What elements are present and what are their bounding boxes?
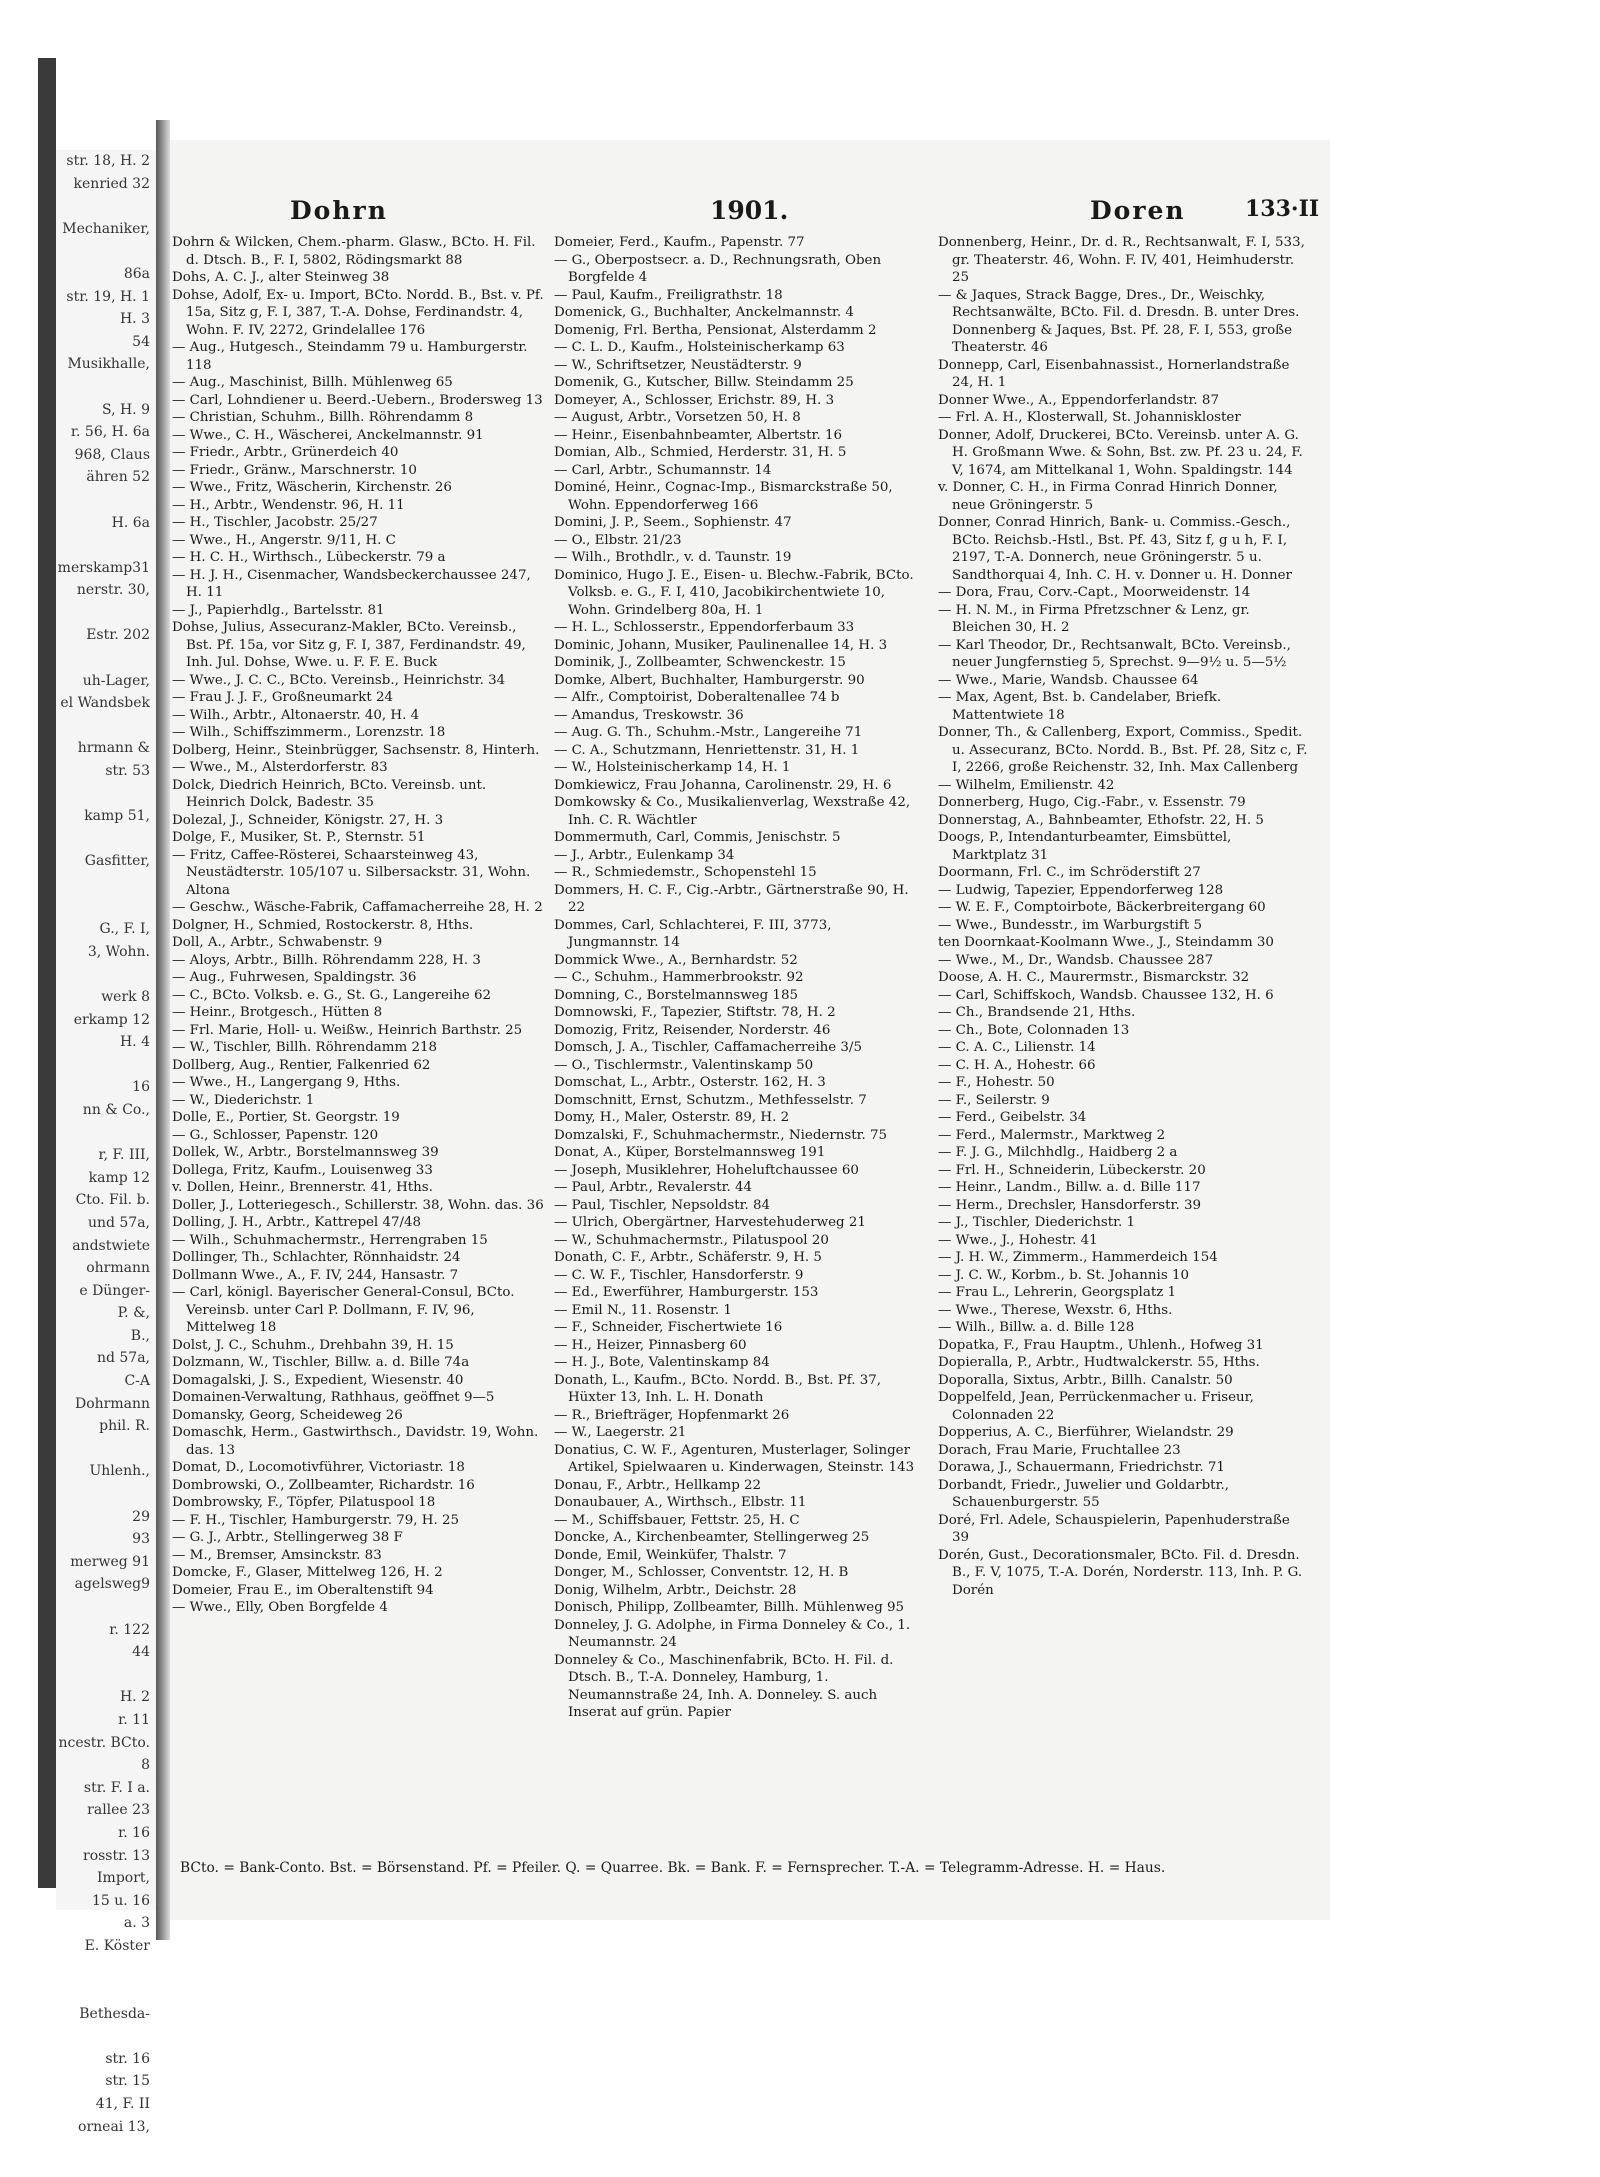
directory-entry: — C. L. D., Kaufm., Holsteinischerkamp 63	[554, 340, 845, 355]
directory-entry: Dorén, Gust., Decorationsmaler, BCto. Fil. d. Dresdn. B., F. V, 1075, T.-A. Dorén, Norderstr. 113, Inh. P. G. Dorén	[938, 1547, 1303, 1598]
directory-entry: Domeier, Ferd., Kaufm., Papenstr. 77	[554, 235, 805, 250]
directory-entry: — R., Briefträger, Hopfenmarkt 26	[554, 1407, 790, 1423]
header-year: 1901.	[710, 196, 789, 225]
directory-entry: Donnepp, Carl, Eisenbahnassist., Hornerlandstraße 24, H. 1	[938, 357, 1290, 390]
directory-entry: — Wwe., M., Dr., Wandsb. Chaussee 287	[938, 952, 1214, 968]
directory-entry: Domzalski, F., Schuhmachermstr., Niedernstr. 75	[554, 1127, 888, 1143]
directory-entry: — W., Schriftsetzer, Neustädterstr. 9	[554, 357, 802, 373]
directory-entry: — H. N. M., in Firma Pfretzschner & Lenz, gr. Bleichen 30, H. 2	[938, 602, 1250, 635]
left-page-text-fragment: werk 8	[101, 988, 150, 1005]
directory-entry: — Frl. H., Schneiderin, Lübeckerstr. 20	[938, 1162, 1206, 1178]
left-page-text-fragment: 29	[132, 1508, 150, 1525]
left-page-text-fragment: 968, Claus	[74, 446, 150, 463]
left-page-text-fragment: str. 15	[105, 2073, 150, 2090]
directory-entry: Doller, J., Lotteriegesch., Schillerstr. 38, Wohn. das. 36	[172, 1197, 544, 1213]
directory-entry: — O., Elbstr. 21/23	[554, 532, 682, 548]
directory-entry: — Karl Theodor, Dr., Rechtsanwalt, BCto. Vereinsb., neuer Jungfernstieg 5, Sprechst. 9—9½ u. 5—5½	[938, 637, 1291, 670]
directory-entry: — Aug., Maschinist, Billh. Mühlenweg 65	[172, 375, 453, 390]
left-page-text-fragment: 16	[132, 1079, 150, 1096]
directory-entry: Dollek, W., Arbtr., Borstelmannsweg 39	[172, 1145, 439, 1160]
directory-entry: Dombrowski, O., Zollbeamter, Richardstr. 16	[172, 1477, 475, 1493]
left-page-text-fragment: H. 3	[119, 311, 150, 328]
directory-entry: — Herm., Drechsler, Hansdorferstr. 39	[938, 1197, 1202, 1213]
directory-entry: Dorach, Frau Marie, Fruchtallee 23	[938, 1442, 1181, 1458]
directory-entry: Domaschk, Herm., Gastwirthsch., Davidstr. 19, Wohn. das. 13	[172, 1425, 539, 1458]
page-number: 133·II	[1245, 196, 1320, 222]
directory-entry: — G., Schlosser, Papenstr. 120	[172, 1127, 379, 1143]
directory-entry: Donger, M., Schlosser, Conventstr. 12, H. B	[554, 1565, 849, 1580]
directory-entry: Dollinger, Th., Schlachter, Rönnhaidstr. 24	[172, 1250, 461, 1265]
left-page-text-fragment: H. 4	[119, 1034, 150, 1051]
directory-entry: — Wilh., Brothdlr., v. d. Taunstr. 19	[554, 550, 792, 565]
entries-column-1	[172, 234, 544, 1617]
directory-entry: — Friedr., Gränw., Marschnerstr. 10	[172, 462, 417, 478]
directory-entry: — Wwe., J. C. C., BCto. Vereinsb., Heinrichstr. 34	[172, 672, 506, 688]
directory-entry: — Heinr., Landm., Billw. a. d. Bille 117	[938, 1180, 1201, 1195]
directory-entry: — C. A., Schutzmann, Henriettenstr. 31, H. 1	[554, 742, 860, 758]
directory-entry: Doporalla, Sixtus, Arbtr., Billh. Canalstr. 50	[938, 1372, 1233, 1388]
directory-entry: — Geschw., Wäsche-Fabrik, Caffamacherreihe 28, H. 2	[172, 900, 543, 915]
directory-entry: — Carl, königl. Bayerischer General-Consul, BCto. Vereinsb. unter Carl P. Dollmann, F. IV, 96, Mittelweg 18	[172, 1285, 515, 1335]
directory-entry: — J., Arbtr., Eulenkamp 34	[554, 847, 735, 863]
left-page-text-fragment: hrmann &	[77, 740, 150, 757]
directory-entry: Donneley & Co., Maschinenfabrik, BCto. H. Fil. d. Dtsch. B., T.-A. Donneley, Hamburg, 1. Neumannstraße 24, Inh. A. Donneley. S. auch Inserat auf grün. Papier	[554, 1652, 894, 1720]
directory-entry: — Dora, Frau, Corv.-Capt., Moorweidenstr. 14	[938, 585, 1251, 600]
left-page-text-fragment: nerstr. 30,	[76, 582, 150, 599]
directory-entry: — F. J. G., Milchhdlg., Haidberg 2 a	[938, 1145, 1178, 1160]
directory-entry: — Frau J. J. F., Großneumarkt 24	[172, 690, 394, 705]
left-page-text-fragment: ähren 52	[86, 469, 150, 486]
left-page-text-fragment	[56, 1980, 156, 2003]
directory-entry: Dolberg, Heinr., Steinbrügger, Sachsenstr. 8, Hinterh.	[172, 742, 540, 758]
directory-entry: Dominico, Hugo J. E., Eisen- u. Blechw.-Fabrik, BCto. Volksb. e. G., F. I, 410, Jacobikirchentwiete 10, Wohn. Grindelberg 80a, H. 1	[554, 567, 914, 618]
left-page-text-fragment: merskamp31	[57, 559, 150, 576]
directory-entry: Dolst, J. C., Schuhm., Drehbahn 39, H. 15	[172, 1337, 454, 1353]
directory-entry: — H. J. H., Cisenmacher, Wandsbeckerchaussee 247, H. 11	[172, 567, 531, 600]
directory-entry: Domenick, G., Buchhalter, Anckelmannstr. 4	[554, 305, 854, 320]
left-page-text-fragment: 41, F. II	[95, 2096, 150, 2113]
directory-entry: Dolling, J. H., Arbtr., Kattrepel 47/48	[172, 1215, 422, 1230]
directory-entry: — Frl. Marie, Holl- u. Weißw., Heinrich Barthstr. 25	[172, 1022, 523, 1038]
directory-entry: Dopieralla, P., Arbtr., Hudtwalckerstr. 55, Hths.	[938, 1355, 1260, 1370]
left-page-text-fragment: 15 u. 16	[92, 1892, 150, 1909]
directory-entry: — Ferd., Malermstr., Marktweg 2	[938, 1127, 1166, 1143]
directory-entry: Domagalski, J. S., Expedient, Wiesenstr. 40	[172, 1372, 464, 1388]
left-page-text-fragment: andstwiete	[72, 1237, 150, 1254]
directory-page	[170, 140, 1330, 1920]
left-page-text-fragment	[56, 376, 156, 399]
directory-entry: Domeyer, A., Schlosser, Erichstr. 89, H. 3	[554, 392, 835, 408]
directory-entry: — Frau L., Lehrerin, Georgsplatz 1	[938, 1285, 1177, 1300]
directory-entry: — Wwe., Marie, Wandsb. Chaussee 64	[938, 672, 1199, 688]
directory-entry: Dorbandt, Friedr., Juwelier und Goldarbtr., Schauenburgerstr. 55	[938, 1477, 1230, 1510]
directory-entry: Donnerberg, Hugo, Cig.-Fabr., v. Essenstr. 79	[938, 795, 1246, 810]
directory-entry: Donaubauer, A., Wirthsch., Elbstr. 11	[554, 1495, 807, 1510]
directory-entry: Dollberg, Aug., Rentier, Falkenried 62	[172, 1057, 431, 1073]
directory-entry: — Ulrich, Obergärtner, Harvestehuderweg 21	[554, 1215, 866, 1230]
left-page-text-fragment: H. 2	[119, 1689, 150, 1706]
directory-entry: — G. J., Arbtr., Stellingerweg 38 F	[172, 1530, 403, 1545]
left-page-text-fragment: Estr. 202	[86, 627, 150, 644]
directory-entry: — H. J., Bote, Valentinskamp 84	[554, 1355, 770, 1370]
directory-entry: — Aug., Fuhrwesen, Spaldingstr. 36	[172, 970, 417, 985]
directory-entry: — C., Schuhm., Hammerbrookstr. 92	[554, 970, 804, 985]
directory-entry: — Carl, Schiffskoch, Wandsb. Chaussee 132, H. 6	[938, 987, 1274, 1003]
left-page-text-fragment: 8	[141, 1757, 150, 1774]
directory-entry: Dolck, Diedrich Heinrich, BCto. Vereinsb. unt. Heinrich Dolck, Badestr. 35	[172, 777, 487, 810]
directory-entry: — M., Schiffsbauer, Fettstr. 25, H. C	[554, 1512, 800, 1528]
directory-entry: — Wwe., C. H., Wäscherei, Anckelmannstr. 91	[172, 427, 484, 443]
left-page-text-fragment: Gasfitter,	[84, 853, 150, 870]
left-page-text-fragment: str. 19, H. 1	[66, 288, 150, 305]
directory-entry: — August, Arbtr., Vorsetzen 50, H. 8	[554, 410, 801, 425]
left-page-text-fragment: H. 6a	[111, 514, 150, 531]
directory-entry: Dominé, Heinr., Cognac-Imp., Bismarckstraße 50, Wohn. Eppendorferweg 166	[554, 480, 893, 513]
directory-entry: Dommers, H. C. F., Cig.-Arbtr., Gärtnerstraße 90, H. 22	[554, 882, 909, 915]
left-page-text-fragment: S, H. 9	[101, 401, 150, 418]
directory-entry: — Joseph, Musiklehrer, Hoheluftchaussee 60	[554, 1162, 859, 1178]
directory-entry: Donner, Adolf, Druckerei, BCto. Vereinsb. unter A. G. H. Großmann Wwe. & Sohn, Bst. zw. Pf. 23 u. 24, F. V, 1674, am Mittelkanal 1, Wohn. Spaldingstr. 144	[938, 427, 1303, 478]
directory-entry: — C. H. A., Hohestr. 66	[938, 1057, 1096, 1073]
left-page-text-fragment	[56, 1958, 156, 1981]
directory-entry: Domke, Albert, Buchhalter, Hamburgerstr. 90	[554, 672, 865, 688]
left-page-text-fragment: el Wandsbek	[60, 695, 150, 712]
directory-entry: — M., Bremser, Amsinckstr. 83	[172, 1547, 382, 1563]
directory-entry: — Friedr., Arbtr., Grünerdeich 40	[172, 445, 399, 460]
directory-entry: Donat, A., Küper, Borstelmannsweg 191	[554, 1145, 826, 1160]
directory-entry: — Ch., Bote, Colonnaden 13	[938, 1022, 1130, 1038]
left-page-text-fragment	[56, 489, 156, 512]
left-page-text-fragment: str. F. I a.	[83, 1779, 150, 1796]
directory-entry: Dolezal, J., Schneider, Königstr. 27, H. 3	[172, 812, 444, 828]
left-page-text-fragment	[56, 1596, 156, 1619]
directory-entry: — G., Oberpostsecr. a. D., Rechnungsrath, Oben Borgfelde 4	[554, 252, 882, 285]
left-page-text-fragment	[56, 1438, 156, 1461]
directory-entry: Dommermuth, Carl, Commis, Jenischstr. 5	[554, 830, 841, 845]
directory-entry: — Amandus, Treskowstr. 36	[554, 707, 744, 723]
directory-entry: — W. E. F., Comptoirbote, Bäckerbreitergang 60	[938, 900, 1266, 915]
directory-entry: — H. C. H., Wirthsch., Lübeckerstr. 79 a	[172, 550, 446, 565]
left-page-text-fragment: Bethesda-	[79, 2005, 150, 2022]
directory-entry: — Paul, Tischler, Nepsoldstr. 84	[554, 1197, 771, 1213]
directory-entry: Doncke, A., Kirchenbeamter, Stellingerweg 25	[554, 1530, 870, 1545]
directory-entry: — Carl, Arbtr., Schumannstr. 14	[554, 462, 772, 478]
left-page-text-fragment	[56, 602, 156, 625]
directory-entry: — Wilh., Schiffszimmerm., Lorenzstr. 18	[172, 725, 446, 740]
left-page-text-fragment	[56, 195, 156, 218]
directory-entry: Dombrowsky, F., Töpfer, Pilatuspool 18	[172, 1495, 436, 1510]
directory-entry: — W., Tischler, Billh. Röhrendamm 218	[172, 1040, 438, 1055]
directory-entry: — Fritz, Caffee-Rösterei, Schaarsteinweg 43, Neustädterstr. 105/107 u. Silbersackstr. 31, Wohn. Altona	[172, 847, 531, 898]
directory-entry: — R., Schmiedemstr., Schopenstehl 15	[554, 865, 817, 880]
directory-entry: Dorawa, J., Schauermann, Friedrichstr. 71	[938, 1460, 1225, 1475]
directory-entry: Domnowski, F., Tapezier, Stiftstr. 78, H. 2	[554, 1005, 836, 1020]
directory-entry: — Emil N., 11. Rosenstr. 1	[554, 1302, 732, 1318]
directory-entry: — H., Tischler, Jacobstr. 25/27	[172, 515, 378, 530]
directory-entry: Domini, J. P., Seem., Sophienstr. 47	[554, 515, 792, 530]
directory-entry: — Ludwig, Tapezier, Eppendorferweg 128	[938, 882, 1224, 898]
directory-entry: — Wwe., H., Angerstr. 9/11, H. C	[172, 532, 396, 548]
directory-entry: Domkiewicz, Frau Johanna, Carolinenstr. 29, H. 6	[554, 777, 892, 793]
directory-entry: Domansky, Georg, Scheideweg 26	[172, 1407, 403, 1423]
directory-entry: Dolzmann, W., Tischler, Billw. a. d. Bille 74a	[172, 1355, 470, 1370]
left-page-text-fragment: P. &,	[117, 1305, 150, 1322]
left-page-text-fragment: Import,	[97, 1870, 150, 1887]
left-page-text-fragment	[56, 240, 156, 263]
directory-entry: Domcke, F., Glaser, Mittelweg 126, H. 2	[172, 1565, 443, 1580]
directory-entry: Doll, A., Arbtr., Schwabenstr. 9	[172, 935, 383, 950]
directory-entry: — Wilh., Schuhmachermstr., Herrengraben 15	[172, 1232, 488, 1248]
directory-entry: Donath, C. F., Arbtr., Schäferstr. 9, H. 5	[554, 1250, 822, 1265]
directory-entry: Doppelfeld, Jean, Perrückenmacher u. Friseur, Colonnaden 22	[938, 1390, 1254, 1423]
directory-entry: Domian, Alb., Schmied, Herderstr. 31, H. 5	[554, 445, 847, 460]
directory-entry: Dopperius, A. C., Bierführer, Wielandstr. 29	[938, 1425, 1234, 1440]
left-page-text-fragment: 3, Wohn.	[87, 943, 150, 960]
directory-entry: — W., Diederichstr. 1	[172, 1092, 315, 1108]
left-page-text-fragment: C-A	[124, 1373, 150, 1390]
directory-entry: — F., Seilerstr. 9	[938, 1092, 1050, 1108]
directory-entry: Dolge, F., Musiker, St. P., Sternstr. 51	[172, 830, 426, 845]
directory-entry: Domenig, Frl. Bertha, Pensionat, Alsterdamm 2	[554, 322, 877, 338]
left-page-text-fragment	[56, 828, 156, 851]
directory-entry: — & Jaques, Strack Bagge, Dres., Dr., Weischky, Rechtsanwälte, BCto. Fil. d. Dresdn. B. unter Dres. Donnenberg & Jaques, Bst. Pf. 28, F. I, 553, große Theaterstr. 46	[938, 287, 1300, 355]
left-page-text-fragment	[56, 873, 156, 896]
left-page-text-fragment	[56, 963, 156, 986]
left-page-text-fragment: Dohrmann	[74, 1395, 150, 1412]
directory-entry: Dohs, A. C. J., alter Steinweg 38	[172, 270, 390, 285]
left-page-text-fragment: str. 53	[105, 763, 150, 780]
left-page-text-fragment: r. 122	[109, 1621, 150, 1638]
directory-entry: — Ch., Brandsende 21, Hths.	[938, 1005, 1136, 1020]
left-page-text-fragment: erkamp 12	[73, 1011, 150, 1028]
entries-column-2	[554, 234, 926, 1722]
directory-entry: — J. C. W., Korbm., b. St. Johannis 10	[938, 1267, 1189, 1283]
directory-entry: Donath, L., Kaufm., BCto. Nordd. B., Bst. Pf. 37, Hüxter 13, Inh. L. H. Donath	[554, 1372, 882, 1405]
left-page-text-fragment	[56, 896, 156, 919]
left-page-text-fragment	[56, 647, 156, 670]
directory-entry: Donner, Conrad Hinrich, Bank- u. Commiss.-Gesch., BCto. Reichsb.-Hstl., Bst. Pf. 43, Sitz f, g u h, F. I, 2197, T.-A. Donnerch, neue Gröningerstr. 5 u. Sandthorquai 4, Inh. C. H. v. Donner u. H. Donner	[938, 515, 1292, 583]
directory-entry: — Ed., Ewerführer, Hamburgerstr. 153	[554, 1285, 819, 1300]
left-page-text-fragment: a. 3	[123, 1915, 150, 1932]
directory-entry: Dolle, E., Portier, St. Georgstr. 19	[172, 1110, 400, 1125]
directory-entry: Doogs, P., Intendanturbeamter, Eimsbüttel, Marktplatz 31	[938, 830, 1232, 863]
directory-entry: Donig, Wilhelm, Arbtr., Deichstr. 28	[554, 1582, 797, 1598]
directory-entry: — F. H., Tischler, Hamburgerstr. 79, H. 25	[172, 1512, 459, 1528]
directory-entry: Dohse, Adolf, Ex- u. Import, BCto. Nordd. B., Bst. v. Pf. 15a, Sitz g, F. I, 387, T.-A. Dohse, Ferdinandstr. 4, Wohn. F. IV, 2272, Grindelallee 176	[172, 287, 544, 338]
left-page-text-fragment: r. 16	[118, 1824, 150, 1841]
directory-entry: — W., Laegerstr. 21	[554, 1425, 687, 1440]
left-page-text-fragment: merweg 91	[70, 1553, 150, 1570]
left-page-text-fragment: G., F. I,	[99, 921, 150, 938]
directory-entry: Domning, C., Borstelmannsweg 185	[554, 987, 798, 1003]
left-page-text-fragment: rallee 23	[87, 1802, 150, 1819]
directory-entry: Domschnitt, Ernst, Schutzm., Methfesselstr. 7	[554, 1092, 867, 1108]
left-page-text-fragment: 93	[132, 1531, 150, 1548]
directory-entry: — Alfr., Comptoirist, Doberaltenallee 74 b	[554, 690, 840, 705]
left-page-text-fragment: rosstr. 13	[83, 1847, 150, 1864]
header-left-keyword: Dohrn	[290, 196, 388, 225]
entries-column-3	[938, 234, 1310, 1599]
left-page-text-fragment: uh-Lager,	[82, 672, 150, 689]
left-page-text-fragment: kamp 51,	[84, 808, 150, 825]
directory-entry: Donnerstag, A., Bahnbeamter, Ethofstr. 22, H. 5	[938, 812, 1264, 828]
directory-entry: — F., Hohestr. 50	[938, 1075, 1055, 1090]
directory-entry: — Wwe., Fritz, Wäscherin, Kirchenstr. 26	[172, 480, 452, 495]
directory-entry: Dominik, J., Zollbeamter, Schwenckestr. 15	[554, 655, 846, 670]
left-page-text-fragment: 86a	[123, 265, 150, 282]
directory-entry: v. Dollen, Heinr., Brennerstr. 41, Hths.	[172, 1180, 433, 1195]
directory-entry: — C., BCto. Volksb. e. G., St. G., Langereihe 62	[172, 987, 492, 1003]
directory-entry: — Aug., Hutgesch., Steindamm 79 u. Hamburgerstr. 118	[172, 340, 528, 373]
left-page-text-fragment: str. 18, H. 2	[66, 153, 150, 169]
left-page-text-fragment: Cto. Fil. b.	[75, 1192, 150, 1209]
left-page-text-fragment: ncestr. BCto.	[58, 1734, 150, 1751]
left-page-text-fragment: r. 11	[118, 1711, 150, 1728]
left-page-text-fragment: str. 16	[105, 2050, 150, 2067]
directory-entry: Dominic, Johann, Musiker, Paulinenallee 14, H. 3	[554, 637, 888, 653]
left-page-text-fragment: nd 57a,	[96, 1350, 150, 1367]
directory-entry: — Heinr., Brotgesch., Hütten 8	[172, 1005, 383, 1020]
directory-entry: — W., Schuhmachermstr., Pilatuspool 20	[554, 1232, 829, 1248]
left-page-text-fragment: und 57a,	[87, 1214, 150, 1231]
left-page-text-fragment	[56, 1483, 156, 1506]
directory-entry: ten Doornkaat-Koolmann Wwe., J., Steindamm 30	[938, 935, 1274, 950]
directory-entry: Doré, Frl. Adele, Schauspielerin, Papenhuderstraße 39	[938, 1512, 1290, 1545]
directory-entry: — H., Heizer, Pinnasberg 60	[554, 1337, 747, 1353]
directory-entry: — Frl. A. H., Klosterwall, St. Johanniskloster	[938, 410, 1241, 425]
left-page-text-fragment: kamp 12	[88, 1169, 150, 1186]
left-page-text-fragment	[56, 783, 156, 806]
directory-entry: Domschat, L., Arbtr., Osterstr. 162, H. 3	[554, 1075, 826, 1090]
directory-entry: Dollega, Fritz, Kaufm., Louisenweg 33	[172, 1162, 433, 1178]
left-page-text-fragment	[56, 1664, 156, 1687]
directory-entry: — Ferd., Geibelstr. 34	[938, 1110, 1087, 1125]
left-page-text-fragment	[56, 534, 156, 557]
left-page-text-fragment: Mechaniker,	[62, 220, 150, 237]
header-right-keyword: Doren	[1090, 196, 1186, 225]
directory-entry: — O., Tischlermstr., Valentinskamp 50	[554, 1057, 814, 1073]
directory-entry: Donau, F., Arbtr., Hellkamp 22	[554, 1477, 762, 1493]
directory-entry: — F., Schneider, Fischertwiete 16	[554, 1320, 783, 1335]
directory-entry: — Wwe., Therese, Wexstr. 6, Hths.	[938, 1302, 1173, 1318]
directory-entry: Domy, H., Maler, Osterstr. 89, H. 2	[554, 1110, 790, 1125]
directory-entry: — H., Arbtr., Wendenstr. 96, H. 11	[172, 497, 405, 513]
directory-entry: Donneley, J. G. Adolphe, in Firma Donneley & Co., 1. Neumannstr. 24	[554, 1617, 911, 1650]
abbreviation-legend: BCto. = Bank-Conto. Bst. = Börsenstand. Pf. = Pfeiler. Q. = Quarree. Bk. = Bank. F. = Fernsprecher. T.-A. = Telegramm-Adresse. H. = Haus.	[180, 1860, 1166, 1876]
directory-entry: Dolgner, H., Schmied, Rostockerstr. 8, Hths.	[172, 917, 474, 933]
directory-entry: Dollmann Wwe., A., F. IV, 244, Hansastr. 7	[172, 1267, 459, 1283]
directory-entry: — W., Holsteinischerkamp 14, H. 1	[554, 760, 791, 775]
book-gutter	[156, 120, 170, 1940]
left-page-text-fragment: phil. R.	[99, 1418, 150, 1435]
directory-entry: Dohrn & Wilcken, Chem.-pharm. Glasw., BCto. H. Fil. d. Dtsch. B., F. I, 5802, Rödingsmarkt 88	[172, 235, 536, 268]
directory-entry: — Heinr., Eisenbahnbeamter, Albertstr. 16	[554, 427, 843, 443]
directory-entry: — H. L., Schlosserstr., Eppendorferbaum 33	[554, 620, 855, 635]
directory-entry: Dopatka, F., Frau Hauptm., Uhlenh., Hofweg 31	[938, 1337, 1264, 1353]
scan-edge	[38, 58, 56, 1888]
directory-entry: — C. A. C., Lilienstr. 14	[938, 1040, 1096, 1055]
adjacent-page-fragment	[56, 150, 162, 2135]
directory-entry: Doormann, Frl. C., im Schröderstift 27	[938, 865, 1201, 880]
directory-entry: — Paul, Arbtr., Revalerstr. 44	[554, 1180, 753, 1195]
directory-entry: — Wwe., H., Langergang 9, Hths.	[172, 1075, 401, 1090]
directory-entry: Donnenberg, Heinr., Dr. d. R., Rechtsanwalt, F. I, 533, gr. Theaterstr. 46, Wohn. F. IV, 401, Heimhuderstr. 25	[938, 235, 1305, 285]
directory-entry: — Max, Agent, Bst. b. Candelaber, Briefk. Mattentwiete 18	[938, 690, 1222, 723]
directory-entry: — Wilh., Arbtr., Altonaerstr. 40, H. 4	[172, 707, 420, 723]
directory-entry: — J., Tischler, Diederichstr. 1	[938, 1215, 1136, 1230]
directory-entry: — J., Papierhdlg., Bartelsstr. 81	[172, 602, 385, 618]
directory-entry: — Paul, Kaufm., Freiligrathstr. 18	[554, 287, 783, 303]
left-page-text-fragment: ohrmann	[86, 1260, 150, 1277]
left-page-text-fragment: nn & Co.,	[82, 1101, 150, 1118]
left-page-text-fragment: r. 56, H. 6a	[70, 424, 150, 441]
directory-entry: — Aug. G. Th., Schuhm.-Mstr., Langereihe 71	[554, 725, 863, 740]
left-page-text-fragment: orneai 13,	[78, 2118, 150, 2135]
directory-entry: — Wilhelm, Emilienstr. 42	[938, 777, 1115, 793]
directory-entry: Donisch, Philipp, Zollbeamter, Billh. Mühlenweg 95	[554, 1600, 905, 1615]
directory-entry: Domkowsky & Co., Musikalienverlag, Wexstraße 42, Inh. C. R. Wächtler	[554, 795, 911, 828]
left-page-text-fragment: E. Köster	[84, 1937, 150, 1954]
left-page-text-fragment: 54	[132, 333, 150, 350]
left-page-text-fragment: Musikhalle,	[67, 356, 150, 373]
directory-entry: Doose, A. H. C., Maurermstr., Bismarckstr. 32	[938, 970, 1250, 985]
page-header	[170, 196, 1330, 236]
left-page-text-fragment: Uhlenh.,	[89, 1463, 150, 1480]
left-page-text-fragment: B.,	[130, 1327, 150, 1344]
left-page-text-fragment	[56, 715, 156, 738]
directory-entry: — Wwe., M., Alsterdorferstr. 83	[172, 760, 388, 775]
directory-entry: Domat, D., Locomotivführer, Victoriastr. 18	[172, 1460, 465, 1475]
directory-entry: — Wwe., Elly, Oben Borgfelde 4	[172, 1600, 388, 1615]
directory-entry: Donatius, C. W. F., Agenturen, Musterlager, Solinger Artikel, Spielwaaren u. Kinderwagen, Steinstr. 143	[554, 1442, 915, 1475]
directory-entry: — C. W. F., Tischler, Hansdorferstr. 9	[554, 1267, 804, 1283]
left-page-text-fragment: 44	[132, 1644, 150, 1661]
left-page-text-fragment	[56, 1122, 156, 1145]
directory-entry: — Christian, Schuhm., Billh. Röhrendamm 8	[172, 410, 474, 425]
directory-entry: — Aloys, Arbtr., Billh. Röhrendamm 228, H. 3	[172, 952, 481, 968]
directory-entry: Dohse, Julius, Assecuranz-Makler, BCto. Vereinsb., Bst. Pf. 15a, vor Sitz g, F. I, 387, Ferdinandstr. 49, Inh. Jul. Dohse, Wwe. u. F. F. E. Buck	[172, 620, 526, 670]
directory-entry: — Wwe., J., Hohestr. 41	[938, 1232, 1098, 1248]
directory-entry: Domsch, J. A., Tischler, Caffamacherreihe 3/5	[554, 1040, 862, 1055]
left-page-text-fragment	[56, 1054, 156, 1077]
directory-entry: v. Donner, C. H., in Firma Conrad Hinrich Donner, neue Gröningerstr. 5	[938, 480, 1278, 513]
directory-entry: Domozig, Fritz, Reisender, Norderstr. 46	[554, 1022, 831, 1038]
directory-entry: Domeier, Frau E., im Oberaltenstift 94	[172, 1582, 434, 1598]
left-page-text-fragment: kenried 32	[73, 175, 150, 192]
directory-entry: — Wwe., Bundesstr., im Warburgstift 5	[938, 917, 1203, 933]
left-page-text-fragment: agelsweg9	[74, 1576, 150, 1593]
directory-entry: Dommes, Carl, Schlachterei, F. III, 3773, Jungmannstr. 14	[554, 917, 832, 950]
left-page-text-fragment: r, F. III,	[98, 1147, 150, 1164]
directory-entry: — Carl, Lohndiener u. Beerd.-Uebern., Brodersweg 13	[172, 392, 543, 408]
directory-entry: Domainen-Verwaltung, Rathhaus, geöffnet 9—5	[172, 1390, 495, 1405]
left-page-text-fragment	[56, 2025, 156, 2048]
directory-entry: Domenik, G., Kutscher, Billw. Steindamm 25	[554, 375, 854, 390]
directory-entry: Dommick Wwe., A., Bernhardstr. 52	[554, 952, 798, 968]
directory-entry: — J. H. W., Zimmerm., Hammerdeich 154	[938, 1250, 1218, 1265]
directory-entry: Donde, Emil, Weinküfer, Thalstr. 7	[554, 1547, 787, 1563]
directory-entry: Donner, Th., & Callenberg, Export, Commiss., Spedit. u. Assecuranz, BCto. Nordd. B., Bst. Pf. 28, Sitz c, F. I, 2266, große Reichenstr. 32, Inh. Max Callenberg	[938, 725, 1308, 775]
directory-entry: Donner Wwe., A., Eppendorferlandstr. 87	[938, 392, 1219, 408]
directory-entry: — Wilh., Billw. a. d. Bille 128	[938, 1320, 1135, 1335]
left-page-text-fragment: e Dünger-	[79, 1282, 150, 1299]
